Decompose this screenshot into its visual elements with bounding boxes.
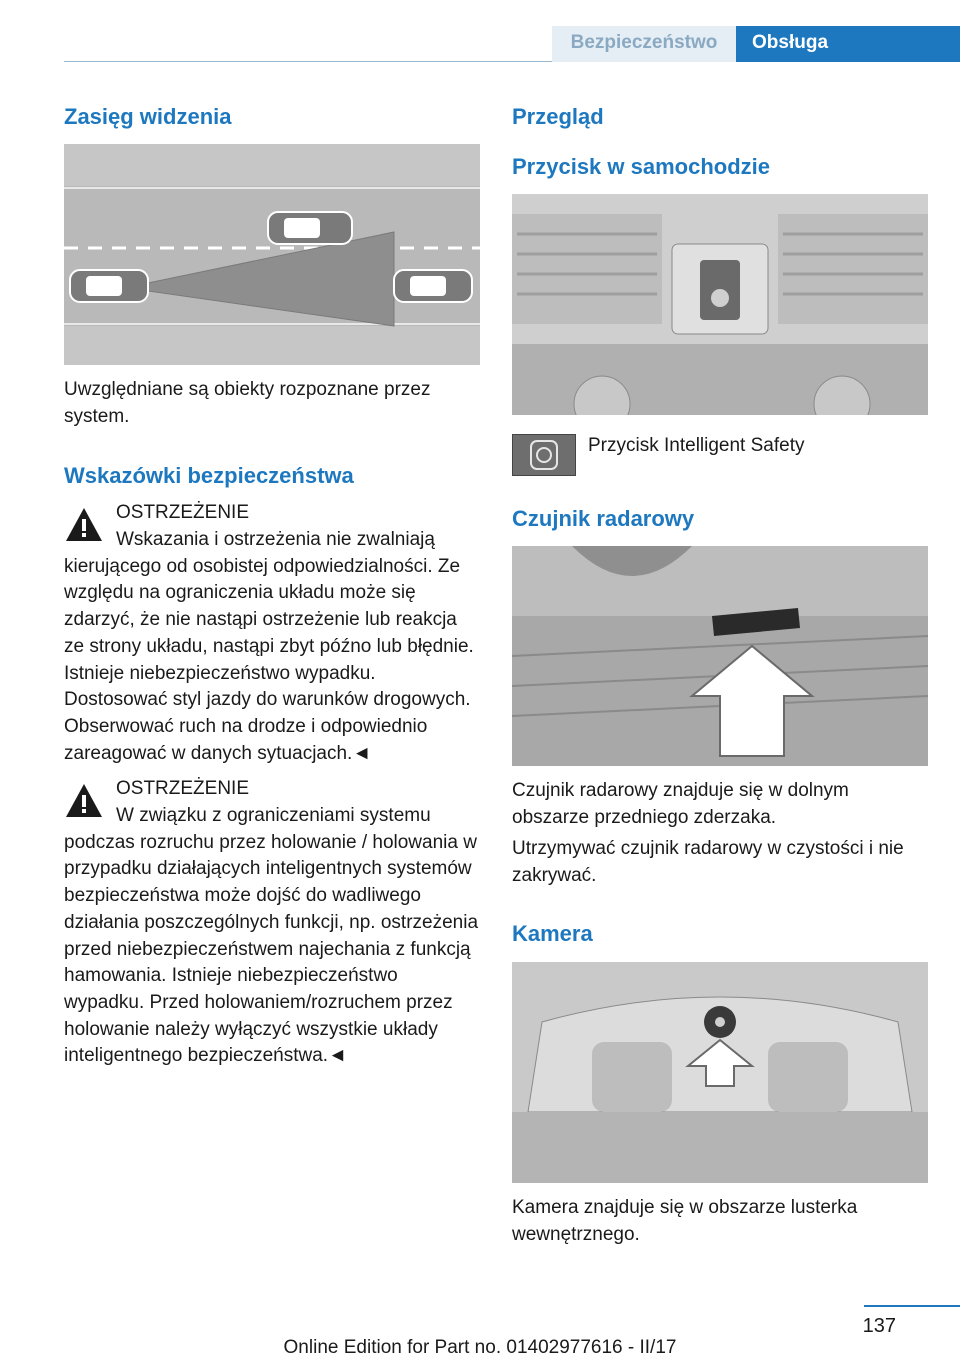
radar-figure	[512, 546, 928, 766]
radar-text1: Czujnik radarowy znajduje się w dolnym obszarze przedniego zderzaka.	[512, 780, 849, 828]
warning1-title: OSTRZEŻENIE	[116, 502, 250, 523]
warning2-title: OSTRZEŻENIE	[116, 778, 250, 799]
intelligent-safety-button-icon	[512, 434, 576, 476]
camera-figure	[512, 962, 928, 1183]
safety-heading: Wskazówki bezpieczeństwa	[64, 463, 354, 488]
car-own-icon	[70, 270, 148, 302]
range-figure	[64, 144, 480, 365]
button-heading: Przycisk w samochodzie	[512, 154, 770, 179]
footer-rule	[864, 1305, 960, 1307]
camera-heading: Kamera	[512, 921, 593, 946]
warning2-text: W związku z ograniczeniami systemu podczas rozruchu przez holowanie / holowania w przypadku działających inteligentnych systemów bezpieczeństwa może dojść do wadliwego działania poszczególnych funkcji, np. ostrzeżenia przed niebezpieczeństwem najechania z funkcją hamowania. Istnieje niebezpieczeństwo wypadku. Przed holowaniem/rozruchem przez holowanie należy wyłączyć wszystkie układy inteligentnego bezpieczeństwa.◄	[64, 805, 479, 1067]
radar-text2: Utrzymywać czujnik radarowy w czystości i nie zakrywać.	[512, 838, 904, 886]
camera-text: Kamera znajduje się w obszarze lusterka wewnętrznego.	[512, 1197, 858, 1245]
header-tab-active[interactable]: Obsługa	[736, 26, 960, 62]
car-front-icon	[268, 212, 352, 244]
overview-heading: Przegląd	[512, 104, 604, 129]
range-heading: Zasięg widzenia	[64, 104, 232, 129]
car-ahead-icon	[394, 270, 472, 302]
button-label: Przycisk Intelligent Safety	[588, 435, 805, 456]
radar-heading: Czujnik radarowy	[512, 506, 695, 531]
warning1-text: Wskazania i ostrzeżenia nie zwalniają kierującego od osobistej odpowiedzialności. Ze względu na ograniczenia układu może się zdarzyć, że nie nastąpi ostrzeżenie lub reakcja ze strony układu, nastąpi zbyt późno lub błędnie. Istnieje niebezpieczeństwo wypadku. Dostosować styl jazdy do warunków drogowych. Obserwować ruch na drodze i odpowiednio zareagować w danych sytuacjach.◄	[64, 529, 474, 764]
page-number: 137	[862, 1315, 896, 1337]
footer-edition: Online Edition for Part no. 01402977616 - II/17	[283, 1337, 677, 1358]
header-tab-section[interactable]: Bezpieczeństwo	[552, 26, 736, 62]
dashboard-figure	[512, 194, 928, 415]
range-caption: Uwzględniane są obiekty rozpoznane przez system.	[64, 379, 431, 427]
